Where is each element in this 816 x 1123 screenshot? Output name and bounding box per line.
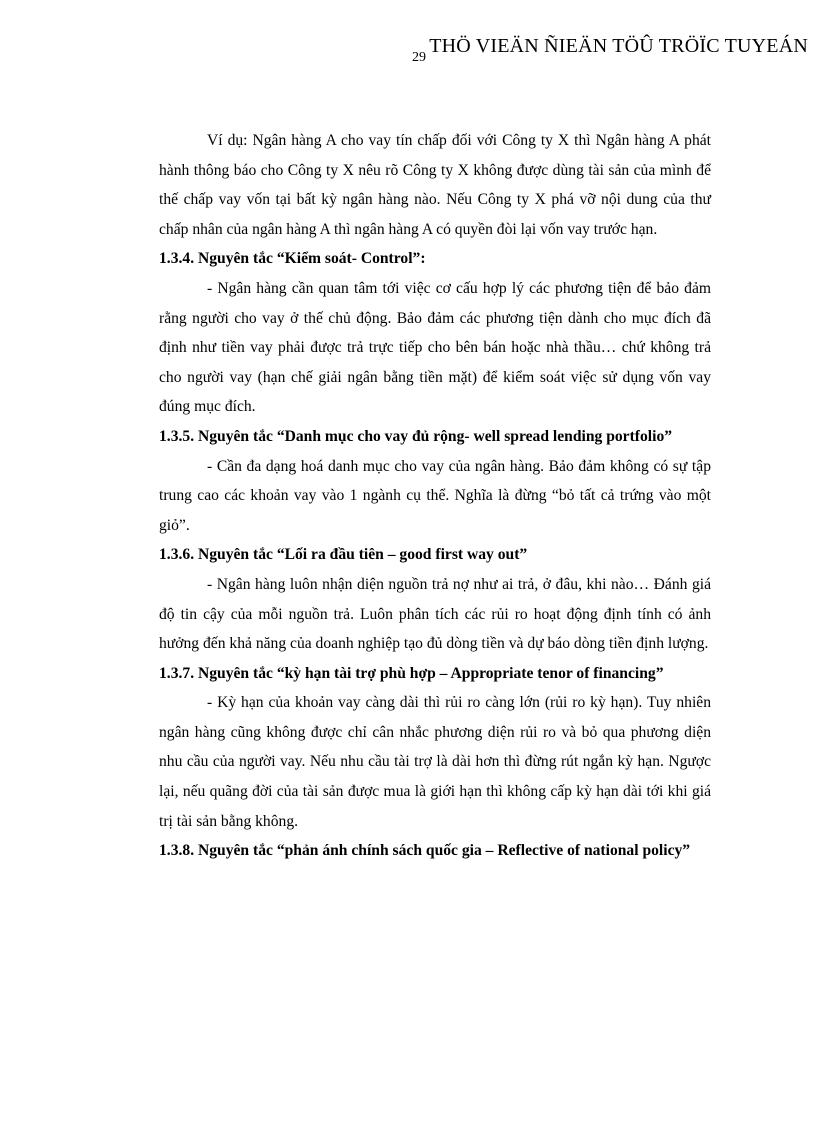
example-paragraph: Ví dụ: Ngân hàng A cho vay tín chấp đối với Công ty X thì Ngân hàng A phát hành thông báo cho Công ty X nêu rõ Công ty X không được dùng tài sản của mình để thế chấp vay vốn tại bất kỳ ngân hàng nào. Nếu Công ty X phá vỡ nội dung của thư chấp nhân của ngân hàng A thì ngân hàng A có quyền đòi lại vốn vay trước hạn. bbox=[159, 132, 711, 238]
library-watermark: THÖ VIEÄN ÑIEÄN TÖÛ TRÖÏC TUYEÁN bbox=[429, 35, 808, 57]
section-heading-1-3-8: 1.3.8. Nguyên tắc “phản ánh chính sách quốc gia – Reflective of national policy” bbox=[159, 842, 691, 860]
section-heading-1-3-6: 1.3.6. Nguyên tắc “Lối ra đầu tiên – good first way out” bbox=[159, 546, 528, 564]
section-paragraph-1-3-6: - Ngân hàng luôn nhận diện nguồn trả nợ như ai trả, ở đâu, khi nào… Đánh giá độ tin cậy của mỗi nguồn trả. Luôn phân tích các rủi ro hoạt động định tính có ảnh hưởng đến khả năng của doanh nghiệp tạo đủ dòng tiền và dự báo dòng tiền định lượng. bbox=[159, 575, 711, 653]
section-heading-1-3-7: 1.3.7. Nguyên tắc “kỳ hạn tài trợ phù hợp – Appropriate tenor of financing” bbox=[159, 664, 664, 682]
section-heading-1-3-4: 1.3.4. Nguyên tắc “Kiểm soát- Control”: bbox=[159, 250, 426, 268]
document-body bbox=[159, 126, 711, 866]
section-paragraph-1-3-7: - Kỳ hạn của khoản vay càng dài thì rủi ro càng lớn (rủi ro kỳ hạn). Tuy nhiên ngân hàng cũng không được chỉ cân nhắc phương diện rủi ro và bỏ qua phương diện nhu cầu của người vay. Nếu nhu cầu tài trợ là dài hơn thì đừng rút ngắn kỳ hạn. Ngược lại, nếu quãng đời của tài sản được mua là giới hạn thì không cấp kỳ hạn dài tới khi giá trị tài sản bằng không. bbox=[159, 694, 711, 830]
section-heading-1-3-5: 1.3.5. Nguyên tắc “Danh mục cho vay đủ rộng- well spread lending portfolio” bbox=[159, 427, 673, 445]
section-paragraph-1-3-4: - Ngân hàng cần quan tâm tới việc cơ cấu hợp lý các phương tiện để bảo đảm rằng người cho vay ở thế chủ động. Bảo đảm các phương tiện dành cho mục đích đã định như tiền vay phải được trả trực tiếp cho bên bán hoặc nhà thầu… chứ không trả cho người vay (hạn chế giải ngân bằng tiền mặt) để kiểm soát việc sử dụng vốn vay đúng mục đích. bbox=[159, 279, 711, 416]
page-number: 29 bbox=[412, 50, 426, 65]
section-paragraph-1-3-5: - Cần đa dạng hoá danh mục cho vay của ngân hàng. Bảo đảm không có sự tập trung cao các khoản vay vào 1 ngành cụ thể. Nghĩa là đừng “bỏ tất cả trứng vào một giỏ”. bbox=[159, 457, 711, 534]
